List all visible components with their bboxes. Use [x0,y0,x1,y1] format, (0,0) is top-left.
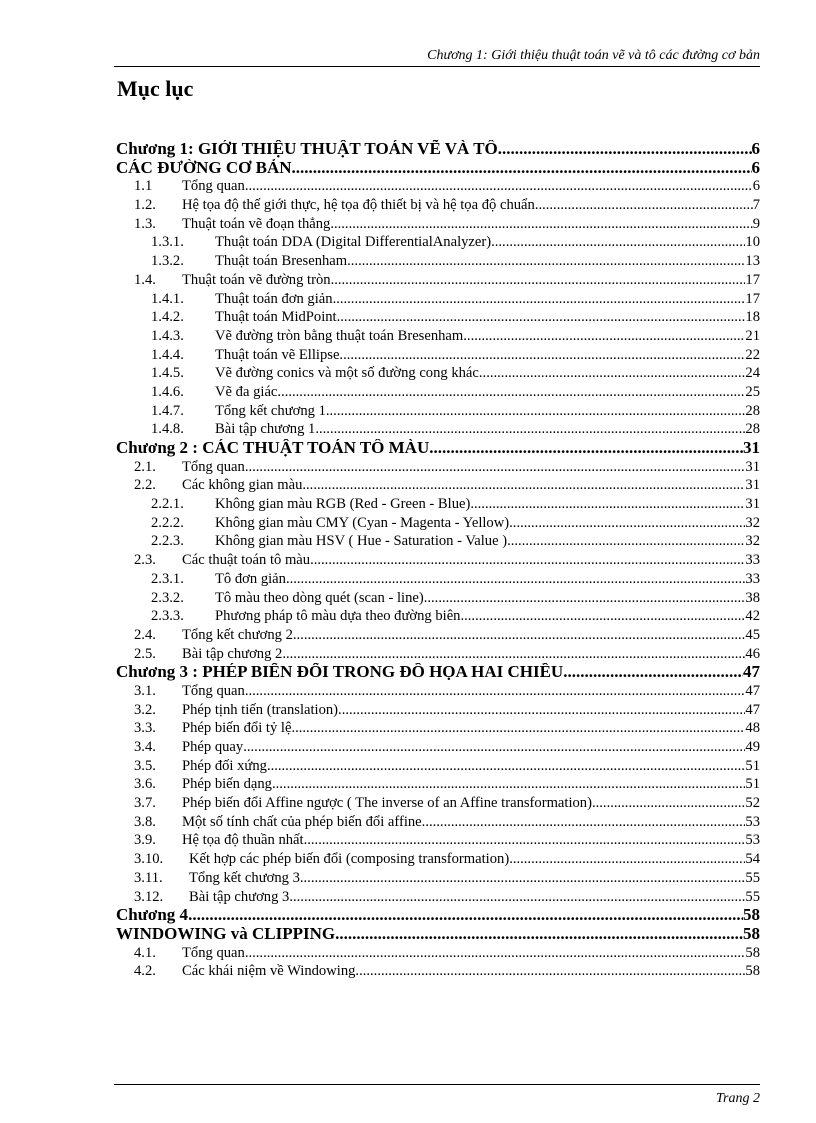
toc-leader-dots [355,962,745,981]
toc-entry-page: 46 [745,645,760,662]
toc-entry-page: 21 [745,327,760,344]
toc-leader-dots [333,290,746,309]
toc-entry-page: 51 [745,776,760,793]
toc-entry-page: 7 [752,197,760,214]
toc-entry-page: 58 [743,906,760,925]
toc-entry-title: Tổng quan [182,944,245,961]
toc-entry-number: 1.4.3. [151,327,184,344]
toc-entry-page: 53 [745,813,760,830]
table-of-contents [116,140,760,981]
toc-entry-title: Hệ tọa độ thuần nhất [182,832,304,849]
toc-entry[interactable] [116,439,760,458]
toc-leader-dots [330,215,752,234]
toc-entry-page: 47 [745,701,760,718]
toc-entry[interactable] [116,775,760,794]
toc-entry-number: 2.2.3. [151,533,184,550]
toc-leader-dots [339,346,745,365]
toc-entry-page: 31 [745,458,760,475]
toc-entry[interactable] [116,159,760,178]
toc-entry[interactable] [116,813,760,832]
toc-entry-title: Phép biến đổi Affine ngược ( The inverse of an Affine transformation) [182,795,592,812]
toc-entry-title: Các khái niệm về Windowing [182,963,356,980]
toc-entry-title: Bài tập chương 1 [215,421,316,438]
toc-leader-dots [188,906,743,925]
toc-entry-number: 3.3. [134,720,156,737]
toc-entry[interactable] [116,458,760,477]
toc-entry-number: 3.6. [134,776,156,793]
toc-entry-page: 33 [745,552,760,569]
toc-entry-page: 6 [751,158,760,177]
toc-entry-title: Tổng quan [182,682,245,699]
toc-entry-number: 2.1. [134,458,156,475]
toc-leader-dots [592,794,745,813]
toc-entry-number: 1.2. [134,197,156,214]
page-number: Trang 2 [716,1091,760,1106]
toc-entry-number: 1.4.2. [151,309,184,326]
toc-entry-number: 2.2. [134,477,156,494]
toc-entry-title: Các thuật toán tô màu [182,552,311,569]
toc-entry-title: Hệ tọa độ thế giới thực, hệ tọa độ thiết bị và hệ tọa độ chuẩn [182,197,535,214]
toc-entry-page: 28 [745,421,760,438]
toc-entry-number: 2.2.1. [151,496,184,513]
toc-entry[interactable] [116,495,760,514]
running-header [114,48,760,67]
toc-entry-title: Không gian màu CMY (Cyan - Magenta - Yellow) [215,514,510,531]
toc-leader-dots [245,682,746,701]
toc-entry-page: 31 [745,496,760,513]
toc-leader-dots [422,813,746,832]
toc-entry-page: 33 [745,570,760,587]
toc-entry[interactable] [116,476,760,495]
toc-leader-dots [498,140,752,159]
toc-entry[interactable] [116,906,760,925]
toc-entry[interactable] [116,888,760,907]
toc-entry-title: Vẽ đa giác [215,383,278,400]
toc-leader-dots [507,532,745,551]
toc-entry-number: 1.4.1. [151,290,184,307]
toc-entry-number: 4.2. [134,963,156,980]
toc-entry-number: 1.4. [134,271,156,288]
toc-entry-number: 3.5. [134,757,156,774]
toc-entry-page: 47 [745,682,760,699]
toc-entry-title: Một số tính chất của phép biến đổi affine [182,813,422,830]
toc-leader-dots [304,831,746,850]
toc-entry[interactable] [116,962,760,981]
toc-entry[interactable] [116,850,760,869]
toc-leader-dots [509,850,745,869]
toc-entry-page: 22 [745,346,760,363]
toc-leader-dots [277,383,745,402]
toc-leader-dots [460,607,745,626]
toc-entry[interactable] [116,402,760,421]
toc-leader-dots [326,402,746,421]
toc-entry-title: Phép đối xứng [182,757,267,774]
toc-entry[interactable] [116,701,760,720]
toc-leader-dots [315,420,745,439]
toc-leader-dots [293,626,746,645]
toc-entry-title: CÁC ĐƯỜNG CƠ BẢN [116,158,292,177]
toc-leader-dots [424,589,746,608]
toc-entry-page: 38 [745,589,760,606]
toc-entry-page: 47 [743,663,760,682]
toc-entry-page: 6 [752,178,760,195]
toc-entry[interactable] [116,682,760,701]
toc-entry-number: 3.8. [134,813,156,830]
toc-entry-title: Phép biến đổi tỷ lệ [182,720,292,737]
toc-entry-title: Bài tập chương 2 [182,645,283,662]
toc-entry-page: 32 [745,514,760,531]
toc-entry[interactable] [116,738,760,757]
toc-entry-page: 6 [751,140,760,158]
toc-entry-page: 51 [745,757,760,774]
toc-entry-number: 1.4.4. [151,346,184,363]
page-footer [114,1084,760,1107]
toc-entry[interactable] [116,252,760,271]
toc-entry[interactable] [116,925,760,944]
toc-entry[interactable] [116,532,760,551]
toc-entry[interactable] [116,757,760,776]
toc-entry-number: 3.2. [134,701,156,718]
toc-entry-title: Phép biến dạng [182,776,272,793]
toc-entry-title: Chương 1: GIỚI THIỆU THUẬT TOÁN VẼ VÀ TÔ [116,140,498,158]
toc-entry-title: Kết hợp các phép biến đổi (composing transformation) [189,851,510,868]
toc-entry[interactable] [116,177,760,196]
toc-entry-title: Không gian màu HSV ( Hue - Saturation - Value ) [215,533,508,550]
toc-entry[interactable] [116,233,760,252]
toc-entry[interactable] [116,589,760,608]
toc-entry[interactable] [116,944,760,963]
toc-entry-title: Vẽ đường tròn bằng thuật toán Bresenham [215,327,464,344]
toc-entry[interactable] [116,271,760,290]
toc-leader-dots [479,364,746,383]
toc-entry[interactable] [116,420,760,439]
toc-entry-title: Không gian màu RGB (Red - Green - Blue) [215,496,471,513]
toc-leader-dots [463,327,745,346]
toc-entry-number: 3.11. [134,869,163,886]
toc-entry-number: 3.1. [134,682,156,699]
toc-entry-number: 1.3.1. [151,234,184,251]
toc-entry-title: Thuật toán vẽ đường tròn [182,271,331,288]
toc-entry-title: Tổng kết chương 3 [189,869,300,886]
toc-entry[interactable] [116,794,760,813]
toc-entry-number: 3.12. [134,888,164,905]
toc-entry-page: 58 [745,944,760,961]
toc-entry-title: WINDOWING và CLIPPING [116,924,336,943]
toc-entry[interactable] [116,514,760,533]
toc-entry-page: 49 [745,739,760,755]
toc-entry-page: 31 [745,477,760,494]
toc-entry-page: 31 [743,439,760,457]
toc-leader-dots [331,271,746,290]
toc-entry-number: 1.4.8. [151,421,184,438]
toc-entry-number: 2.3.2. [151,589,184,606]
toc-entry-title: Bài tập chương 3 [189,888,290,905]
toc-entry-title: Tổng quan [182,178,245,195]
toc-entry-page: 24 [745,365,760,382]
toc-entry-number: 2.5. [134,645,156,662]
toc-entry-title: Chương 3 : PHÉP BIẾN ĐỔI TRONG ĐỒ HỌA HAI CHIỀU [116,663,564,682]
toc-entry-page: 9 [752,215,760,232]
toc-entry-page: 32 [745,533,760,550]
toc-entry[interactable] [116,308,760,327]
toc-leader-dots [272,775,745,794]
toc-entry-page: 53 [745,832,760,849]
toc-leader-dots [563,663,743,682]
toc-entry-number: 1.3.2. [151,253,184,270]
toc-entry-page: 10 [745,234,760,251]
toc-entry-title: Tô màu theo dòng quét (scan - line) [215,589,424,606]
toc-leader-dots [509,514,745,533]
toc-entry-title: Thuật toán vẽ đoạn thẳng [182,215,331,232]
toc-entry-title: Thuật toán đơn giản [215,290,333,307]
toc-leader-dots [245,944,746,963]
toc-leader-dots [337,308,746,327]
toc-entry-page: 58 [743,924,760,943]
toc-entry[interactable] [116,551,760,570]
toc-entry-number: 3.7. [134,795,156,812]
toc-entry-number: 3.10. [134,851,164,868]
toc-entry-title: Tổng kết chương 2 [182,626,293,643]
toc-leader-dots [491,233,745,252]
toc-entry[interactable] [116,719,760,738]
toc-leader-dots [292,159,752,178]
toc-entry-page: 17 [745,271,760,288]
toc-entry[interactable] [116,346,760,365]
toc-entry-title: Chương 2 : CÁC THUẬT TOÁN TÔ MÀU [116,439,430,457]
toc-leader-dots [535,196,753,215]
toc-entry-page: 55 [745,888,760,905]
toc-leader-dots [267,757,745,776]
toc-entry-title: Thuật toán Bresenham [215,253,348,270]
toc-entry-number: 4.1. [134,944,156,961]
toc-entry-number: 3.9. [134,832,156,849]
toc-entry-page: 25 [745,383,760,400]
toc-entry-page: 13 [745,253,760,270]
toc-entry-number: 3.4. [134,739,156,755]
toc-entry-number: 1.4.7. [151,402,184,419]
toc-entry[interactable] [116,645,760,664]
toc-entry-number: 2.3. [134,552,156,569]
toc-entry-title: Thuật toán MidPoint [215,309,337,326]
toc-entry-title: Tổng kết chương 1 [215,402,326,419]
toc-entry-title: Phép quay [182,739,244,755]
toc-leader-dots [282,645,745,664]
toc-entry-number: 1.3. [134,215,156,232]
toc-entry[interactable] [116,570,760,589]
toc-entry-number: 1.4.6. [151,383,184,400]
toc-entry-title: Vẽ đường conics và một số đường cong khác [215,365,479,382]
toc-entry-number: 2.3.1. [151,570,184,587]
toc-entry[interactable] [116,869,760,888]
toc-entry-title: Tổng quan [182,458,245,475]
toc-leader-dots [245,458,746,477]
toc-entry[interactable] [116,215,760,234]
toc-entry[interactable] [116,196,760,215]
toc-entry-number: 2.4. [134,626,156,643]
toc-entry-number: 1.4.5. [151,365,184,382]
toc-leader-dots [335,925,743,944]
toc-entry-title: Phương pháp tô màu dựa theo đường biên [215,608,461,625]
toc-leader-dots [286,570,745,589]
running-header-text: Chương 1: Giới thiệu thuật toán vẽ và tô các đường cơ bản [427,48,760,63]
toc-entry-page: 54 [745,851,760,868]
toc-entry[interactable] [116,831,760,850]
toc-leader-dots [338,701,745,720]
toc-entry[interactable] [116,290,760,309]
toc-leader-dots [289,888,745,907]
toc-entry-title: Thuật toán DDA (Digital DifferentialAnalyzer) [215,234,492,251]
toc-entry-number: 2.2.2. [151,514,184,531]
toc-entry-page: 42 [745,608,760,625]
toc-leader-dots [302,476,745,495]
toc-entry[interactable] [116,663,760,682]
toc-leader-dots [470,495,745,514]
toc-entry-title: Phép tịnh tiến (translation) [182,701,339,718]
toc-entry-title: Chương 4 [116,906,189,925]
toc-entry-page: 52 [745,795,760,812]
toc-entry[interactable] [116,626,760,645]
toc-entry-title: Các không gian màu [182,477,303,494]
toc-entry-page: 58 [745,963,760,980]
toc-entry[interactable] [116,364,760,383]
toc-leader-dots [429,439,743,458]
toc-leader-dots [243,738,745,757]
page-title: Mục lục [117,76,194,101]
toc-entry-page: 18 [745,309,760,326]
toc-entry-page: 28 [745,402,760,419]
toc-leader-dots [245,177,753,196]
toc-entry[interactable] [116,327,760,346]
toc-leader-dots [291,719,745,738]
toc-entry-page: 17 [745,290,760,307]
toc-entry-title: Tô đơn giản [215,570,286,587]
toc-entry[interactable] [116,607,760,626]
toc-leader-dots [347,252,745,271]
toc-entry-title: Thuật toán vẽ Ellipse [215,346,340,363]
toc-entry-page: 48 [745,720,760,737]
toc-entry[interactable] [116,383,760,402]
toc-entry-number: 2.3.3. [151,608,184,625]
toc-leader-dots [300,869,746,888]
toc-entry[interactable] [116,140,760,159]
toc-leader-dots [310,551,745,570]
toc-entry-page: 55 [745,869,760,886]
toc-entry-number: 1.1 [134,178,153,195]
toc-entry-page: 45 [745,626,760,643]
